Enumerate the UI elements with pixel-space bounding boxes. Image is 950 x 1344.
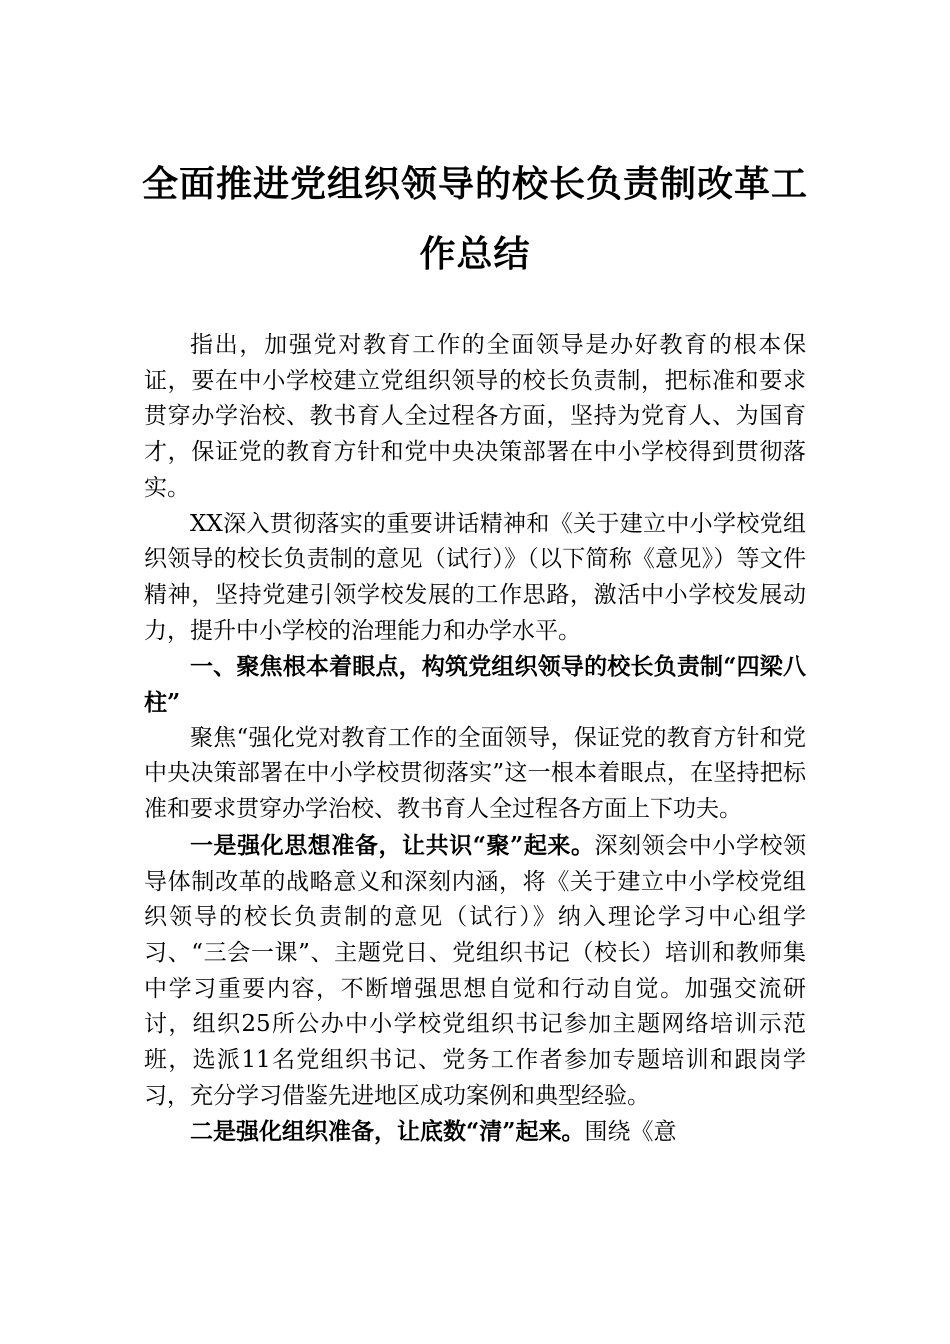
paragraph-text: XX深入贯彻落实的重要讲话精神和《关于建立中小学校党组织领导的校长负责制的意见（试行）》（以下简称《意见》）等文件精神，坚持党建引领学校发展的工作思路，激活中小学校发展动力，提升中小学校的治理能力和办学水平。 xyxy=(144,510,806,644)
paragraph-intro xyxy=(144,328,806,507)
section-heading-text: 一、聚焦根本着眼点，构筑党组织领导的校长负责制“四梁八柱” xyxy=(144,653,806,717)
document-title-line-1: 全面推进党组织领导的校长负责制改革工 xyxy=(141,163,808,205)
paragraph-text: 指出，加强党对教育工作的全面领导是办好教育的根本保证，要在中小学校建立党组织领导的校长负责制，把标准和要求贯穿办学治校、教书育人全过程各方面，坚持为党育人、为国育才，保证党的教育方针和党中央决策部署在中小学校得到贯彻落实。 xyxy=(144,332,806,501)
paragraph-focus xyxy=(144,721,806,828)
section-heading-1 xyxy=(144,649,806,720)
document-body xyxy=(144,328,806,1151)
paragraph-lead: 一是强化思想准备，让共识“聚”起来。 xyxy=(190,831,595,859)
paragraph-point-1 xyxy=(144,828,806,1115)
paragraph-text: 围绕《意 xyxy=(584,1119,677,1146)
paragraph-implementation xyxy=(144,507,806,650)
paragraph-lead: 二是强化组织准备，让底数“清”起来。 xyxy=(190,1118,585,1146)
paragraph-point-2 xyxy=(144,1114,806,1151)
paragraph-text: 聚焦“强化党对教育工作的全面领导，保证党的教育方针和党中央决策部署在中小学校贯彻落实”这一根本着眼点，在坚持把标准和要求贯穿办学治校、教书育人全过程各方面上下功夫。 xyxy=(144,724,806,823)
paragraph-text: 深刻领会中小学校领导体制改革的战略意义和深刻内涵，将《关于建立中小学校党组织领导的校长负责制的意见（试行）》纳入理论学习中心组学习、“三会一课”、主题党日、党组织书记（校长）培训和教师集中学习重要内容，不断增强思想自觉和行动自觉。加强交流研讨，组织25所公办中小学校党组织书记参加主题网络培训示范班，选派11名党组织书记、党务工作者参加专题培训和跟岗学习，充分学习借鉴先进地区成功案例和典型经验。 xyxy=(144,832,807,1109)
document-title-line-2: 作总结 xyxy=(419,233,531,275)
